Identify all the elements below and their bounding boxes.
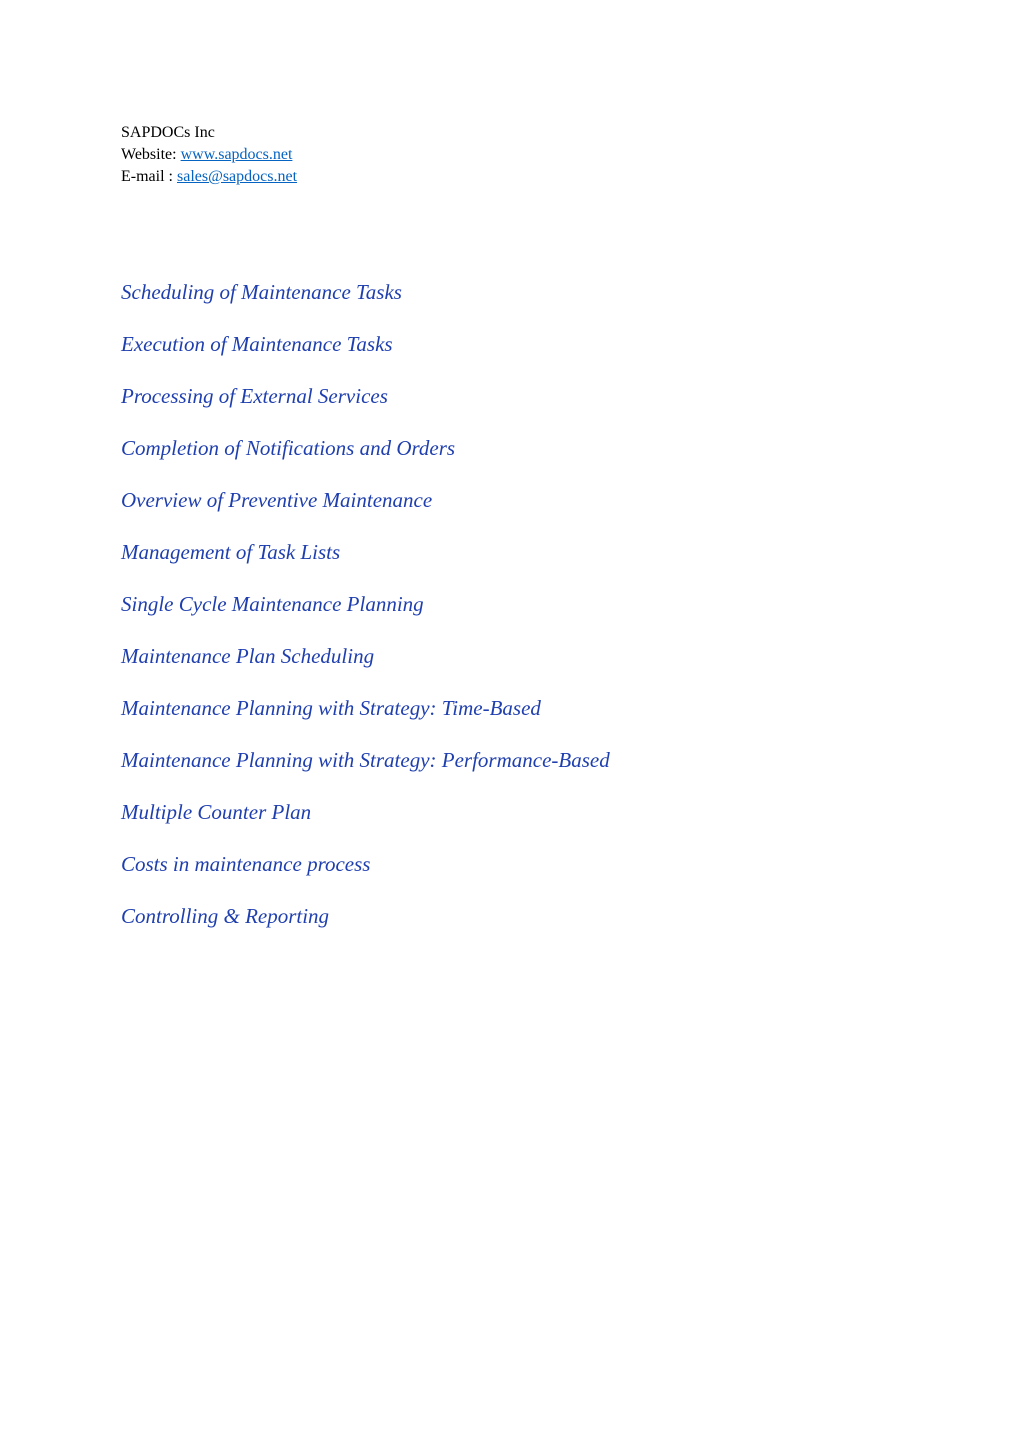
website-label: Website:	[121, 146, 181, 163]
toc-link-strategy-time-based[interactable]: Maintenance Planning with Strategy: Time-Based	[121, 696, 541, 720]
toc-item	[121, 902, 610, 954]
toc-link-controlling-reporting[interactable]: Controlling & Reporting	[121, 904, 330, 928]
toc-item	[121, 798, 610, 850]
toc-item	[121, 330, 610, 382]
toc-link-single-cycle-planning[interactable]: Single Cycle Maintenance Planning	[121, 592, 424, 616]
toc-link-completion-notifications-orders[interactable]: Completion of Notifications and Orders	[121, 436, 456, 460]
toc-item	[121, 850, 610, 902]
toc-item	[121, 486, 610, 538]
toc-item	[121, 642, 610, 694]
toc-item	[121, 694, 610, 746]
toc-item	[121, 746, 610, 798]
toc-link-scheduling-maintenance-tasks[interactable]: Scheduling of Maintenance Tasks	[121, 280, 402, 304]
toc-item	[121, 278, 610, 330]
toc-link-management-task-lists[interactable]: Management of Task Lists	[121, 540, 341, 564]
toc-link-multiple-counter-plan[interactable]: Multiple Counter Plan	[121, 800, 312, 824]
email-link[interactable]: sales@sapdocs.net	[176, 168, 298, 185]
toc-link-execution-maintenance-tasks[interactable]: Execution of Maintenance Tasks	[121, 332, 393, 356]
toc-item	[121, 590, 610, 642]
toc-link-maintenance-plan-scheduling[interactable]: Maintenance Plan Scheduling	[121, 644, 375, 668]
company-header	[121, 122, 297, 188]
toc-item	[121, 382, 610, 434]
company-name: SAPDOCs Inc	[121, 124, 215, 141]
toc-link-processing-external-services[interactable]: Processing of External Services	[121, 384, 388, 408]
website-line	[121, 144, 297, 166]
toc-item	[121, 538, 610, 590]
table-of-contents	[121, 278, 610, 954]
toc-link-strategy-performance-based[interactable]: Maintenance Planning with Strategy: Performance-Based	[121, 748, 610, 772]
toc-link-overview-preventive-maintenance[interactable]: Overview of Preventive Maintenance	[121, 488, 433, 512]
website-link[interactable]: www.sapdocs.net	[180, 146, 293, 163]
email-label: E-mail :	[121, 168, 177, 185]
toc-item	[121, 434, 610, 486]
email-line	[121, 166, 297, 188]
toc-link-costs-maintenance-process[interactable]: Costs in maintenance process	[121, 852, 371, 876]
